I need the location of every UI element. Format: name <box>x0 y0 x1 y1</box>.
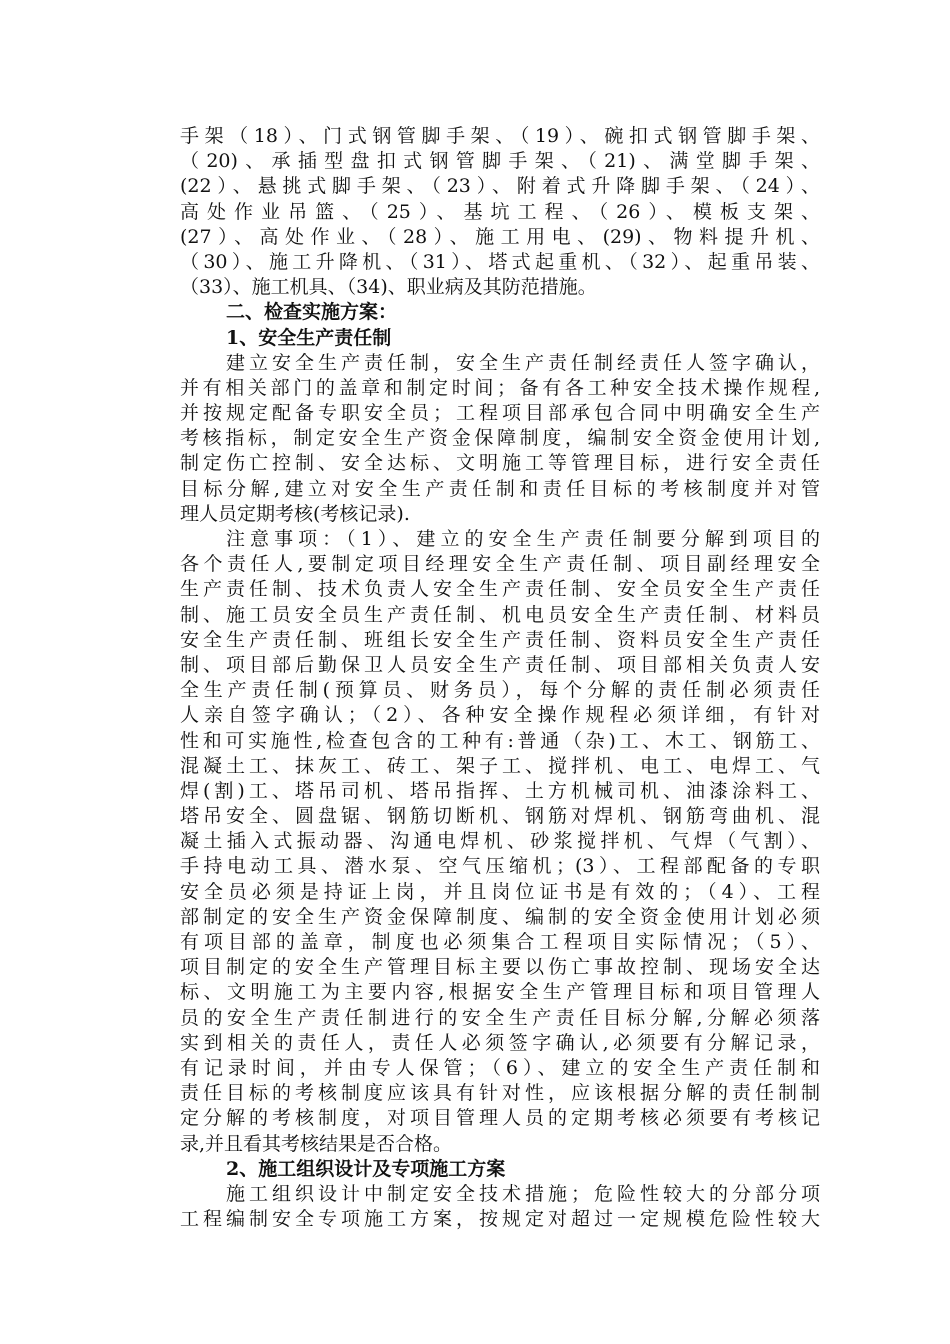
text-line: 手架（18）、门式钢管脚手架、（19）、碗扣式钢管脚手架、 <box>180 125 820 147</box>
text-line: 并按规定配备专职安全员；工程项目部承包合同中明确安全生产 <box>180 402 820 425</box>
text-line: 员的安全生产责任制进行的安全生产责任目标分解,分解必须落 <box>180 1006 820 1029</box>
text-line: 实到相关的责任人，责任人必须签字确认,必须要有分解记录， <box>180 1031 820 1054</box>
subsection-heading: 2、施工组织设计及专项施工方案 <box>226 1157 506 1180</box>
text-line: 安全生产责任制、班组长安全生产责任制、资料员安全生产责任 <box>180 628 820 651</box>
text-line: 标、文明施工为主要内容,根据安全生产管理目标和项目管理人 <box>180 981 820 1004</box>
text-line: 工程编制安全专项施工方案，按规定对超过一定规模危险性较大 <box>180 1208 820 1231</box>
text-line: 有项目部的盖章，制度也必须集合工程项目实际情况；（5）、 <box>180 931 820 953</box>
text-line: 人亲自签字确认；（2）、各种安全操作规程必须详细，有针对 <box>180 704 820 727</box>
text-line: 责任目标的考核制度应该具有针对性，应该根据分解的责任制制 <box>180 1082 820 1105</box>
text-line: 有记录时间，并由专人保管；（6）、建立的安全生产责任制和 <box>180 1056 820 1079</box>
text-line: 手持电动工具、潜水泵、空气压缩机；(3）、工程部配备的专职 <box>180 855 820 878</box>
section-heading: 二、检查实施方案： <box>226 301 398 324</box>
text-line: （20)、承插型盘扣式钢管脚手架、（21)、满堂脚手架、 <box>180 150 820 173</box>
text-line: 制定伤亡控制、安全达标、文明施工等管理目标，进行安全责任 <box>180 452 820 475</box>
text-line: 性和可实施性,检查包含的工种有:普通（杂)工、木工、钢筋工、 <box>180 729 820 752</box>
paragraph-first-line: 施工组织设计中制定安全技术措施；危险性较大的分部分项 <box>226 1182 820 1205</box>
text-line: 全生产责任制(预算员、财务员），每个分解的责任制必须责任 <box>180 679 820 702</box>
paragraph-first-line: 建立安全生产责任制，安全生产责任制经责任人签字确认， <box>226 351 820 374</box>
text-line: 安全员必须是持证上岗，并且岗位证书是有效的；（4）、工程 <box>180 880 820 903</box>
text-line: 并有相关部门的盖章和制定时间；备有各工种安全技术操作规程, <box>180 376 820 399</box>
text-line: 部制定的安全生产资金保障制度、编制的安全资金使用计划必须 <box>180 905 820 928</box>
text-line: 定分解的考核制度，对项目管理人员的定期考核必须要有考核记 <box>180 1107 820 1130</box>
text-line: 生产责任制、技术负责人安全生产责任制、安全员安全生产责任 <box>180 578 820 601</box>
text-line: (22）、悬挑式脚手架、（23）、附着式升降脚手架、（24）、 <box>180 175 820 198</box>
text-line: 混凝土工、抹灰工、砖工、架子工、搅拌机、电工、电焊工、气 <box>180 754 820 777</box>
paragraph-first-line: 注意事项：（1）、建立的安全生产责任制要分解到项目的 <box>226 528 820 550</box>
text-line: (27）、高处作业、（28）、施工用电、(29)、物料提升机、 <box>180 225 820 248</box>
text-line: 高处作业吊篮、（25）、基坑工程、（26）、模板支架、 <box>180 200 820 223</box>
text-line: 凝土插入式振动器、沟通电焊机、砂浆搅拌机、气焊（气割）、 <box>180 830 820 853</box>
subsection-heading: 1、安全生产责任制 <box>226 326 392 349</box>
text-line: 考核指标，制定安全生产资金保障制度，编制安全资金使用计划, <box>180 427 820 450</box>
text-line: 项目制定的安全生产管理目标主要以伤亡事故控制、现场安全达 <box>180 956 820 979</box>
text-line: 目标分解,建立对安全生产责任制和责任目标的考核制度并对管 <box>180 477 820 500</box>
document-page <box>180 124 820 1232</box>
text-line: 制、项目部后勤保卫人员安全生产责任制、项目部相关负责人安 <box>180 653 820 676</box>
text-line: （30）、施工升降机、（31）、塔式起重机、（32）、起重吊装、 <box>180 250 820 273</box>
text-line: 制、施工员安全员生产责任制、机电员安全生产责任制、材料员 <box>180 603 820 626</box>
text-line: 塔吊安全、圆盘锯、钢筋切断机、钢筋对焊机、钢筋弯曲机、混 <box>180 805 820 828</box>
text-line: 理人员定期考核(考核记录). <box>180 502 410 525</box>
text-line: 各个责任人,要制定项目经理安全生产责任制、项目副经理安全 <box>180 553 820 576</box>
text-line: 焊(割)工、塔吊司机、塔吊指挥、土方机械司机、油漆涂料工、 <box>180 779 820 802</box>
text-line: （33）、施工机具、（34)、职业病及其防范措施。 <box>180 276 597 299</box>
text-line: 录,并且看其考核结果是否合格。 <box>180 1132 453 1155</box>
